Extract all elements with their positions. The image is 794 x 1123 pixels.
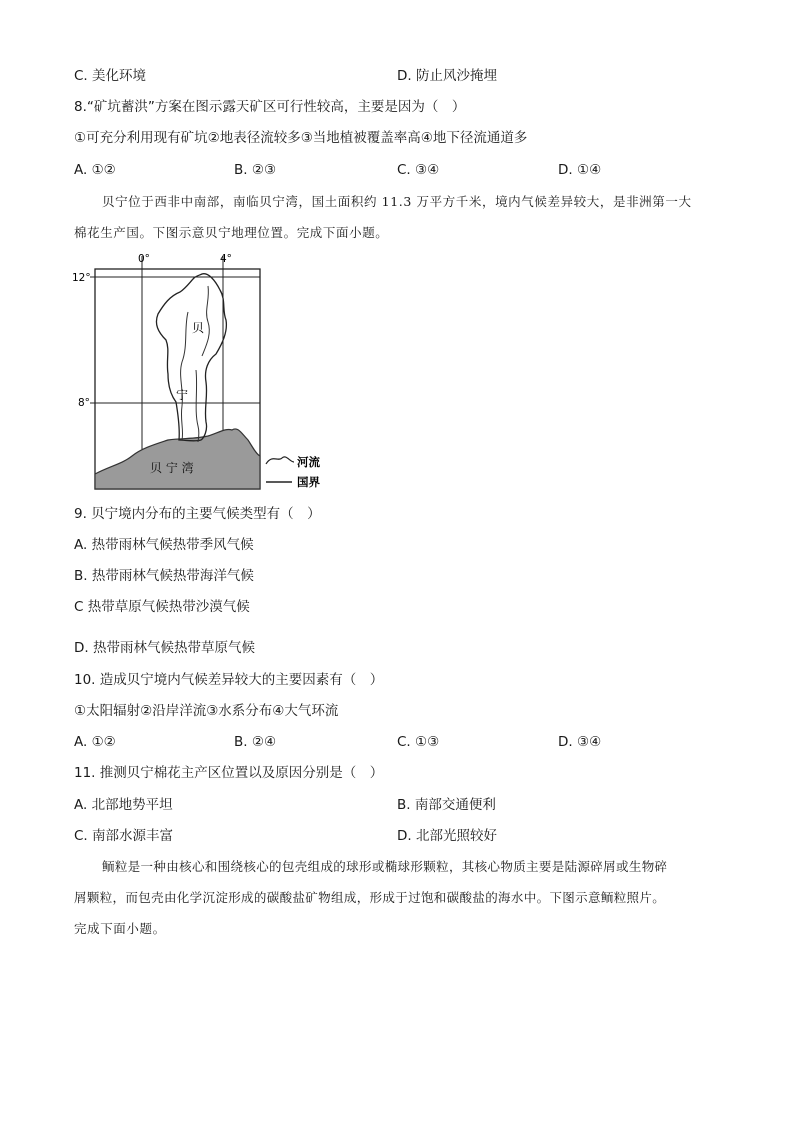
legend-river-symbol: [266, 457, 294, 464]
q11-stem: 11. 推测贝宁棉花主产区位置以及原因分别是（ ）: [74, 765, 384, 781]
river-main: [181, 312, 188, 440]
benin-map: [70, 250, 360, 495]
label-bay: 贝 宁 湾: [150, 461, 194, 475]
q11-option-c: C. 南部水源丰富: [74, 828, 174, 844]
passage1-line1: 贝宁位于西非中南部，南临贝宁湾，国土面积约 11.3 万平方千米，境内气候差异较大，是非洲第一大: [102, 194, 692, 209]
q8-option-c: C. ③④: [397, 162, 440, 178]
benin-border: [156, 274, 226, 441]
q9-option-b: B. 热带雨林气候热带海洋气候: [74, 568, 254, 584]
q7-option-c: C. 美化环境: [74, 68, 147, 84]
q8-option-b: B. ②③: [234, 162, 277, 178]
q10-stem: 10. 造成贝宁境内气候差异较大的主要因素有（ ）: [74, 672, 384, 688]
label-lat-8: 8°: [78, 397, 90, 409]
q10-statements: ①太阳辐射②沿岸洋流③水系分布④大气环流: [74, 703, 339, 719]
label-lon-0: 0°: [138, 253, 150, 265]
q10-option-c: C. ①③: [397, 734, 440, 750]
passage2-line1: 鲕粒是一种由核心和围绕核心的包壳组成的球形或椭球形颗粒，其核心物质主要是陆源碎屑或生物碎: [102, 859, 668, 874]
q8-option-a: A. ①②: [74, 162, 116, 178]
q9-stem: 9. 贝宁境内分布的主要气候类型有（ ）: [74, 506, 321, 522]
label-lon-4: 4°: [220, 253, 232, 265]
q9-option-c: C 热带草原气候热带沙漠气候: [74, 599, 250, 615]
river-east: [196, 370, 199, 442]
passage2-line2: 屑颗粒，而包壳由化学沉淀形成的碳酸盐矿物组成，形成于过饱和碳酸盐的海水中。下图示意鲕粒照片。: [74, 890, 666, 905]
legend-border-label: 国界: [297, 475, 320, 489]
q9-option-d: D. 热带雨林气候热带草原气候: [74, 640, 255, 656]
q9-option-a: A. 热带雨林气候热带季风气候: [74, 537, 254, 553]
label-ning: 宁: [176, 388, 189, 402]
q11-option-b: B. 南部交通便利: [397, 797, 496, 813]
gulf-sea: [95, 429, 260, 489]
q10-option-a: A. ①②: [74, 734, 116, 750]
label-bei: 贝: [192, 321, 205, 335]
label-lat-12: 12°: [72, 272, 91, 284]
q10-option-b: B. ②④: [234, 734, 277, 750]
q11-option-a: A. 北部地势平坦: [74, 797, 173, 813]
q8-stem: 8.“矿坑蓄洪”方案在图示露天矿区可行性较高，主要是因为（ ）: [74, 99, 466, 115]
q8-statements: ①可充分利用现有矿坑②地表径流较多③当地植被覆盖率高④地下径流通道多: [74, 130, 528, 146]
q7-option-d: D. 防止风沙掩埋: [397, 68, 497, 84]
passage1-line2: 棉花生产国。下图示意贝宁地理位置。完成下面小题。: [74, 225, 389, 240]
q10-option-d: D. ③④: [558, 734, 602, 750]
legend-river-label: 河流: [297, 455, 320, 469]
passage2-line3: 完成下面小题。: [74, 921, 166, 936]
q11-option-d: D. 北部光照较好: [397, 828, 497, 844]
q8-option-d: D. ①④: [558, 162, 602, 178]
